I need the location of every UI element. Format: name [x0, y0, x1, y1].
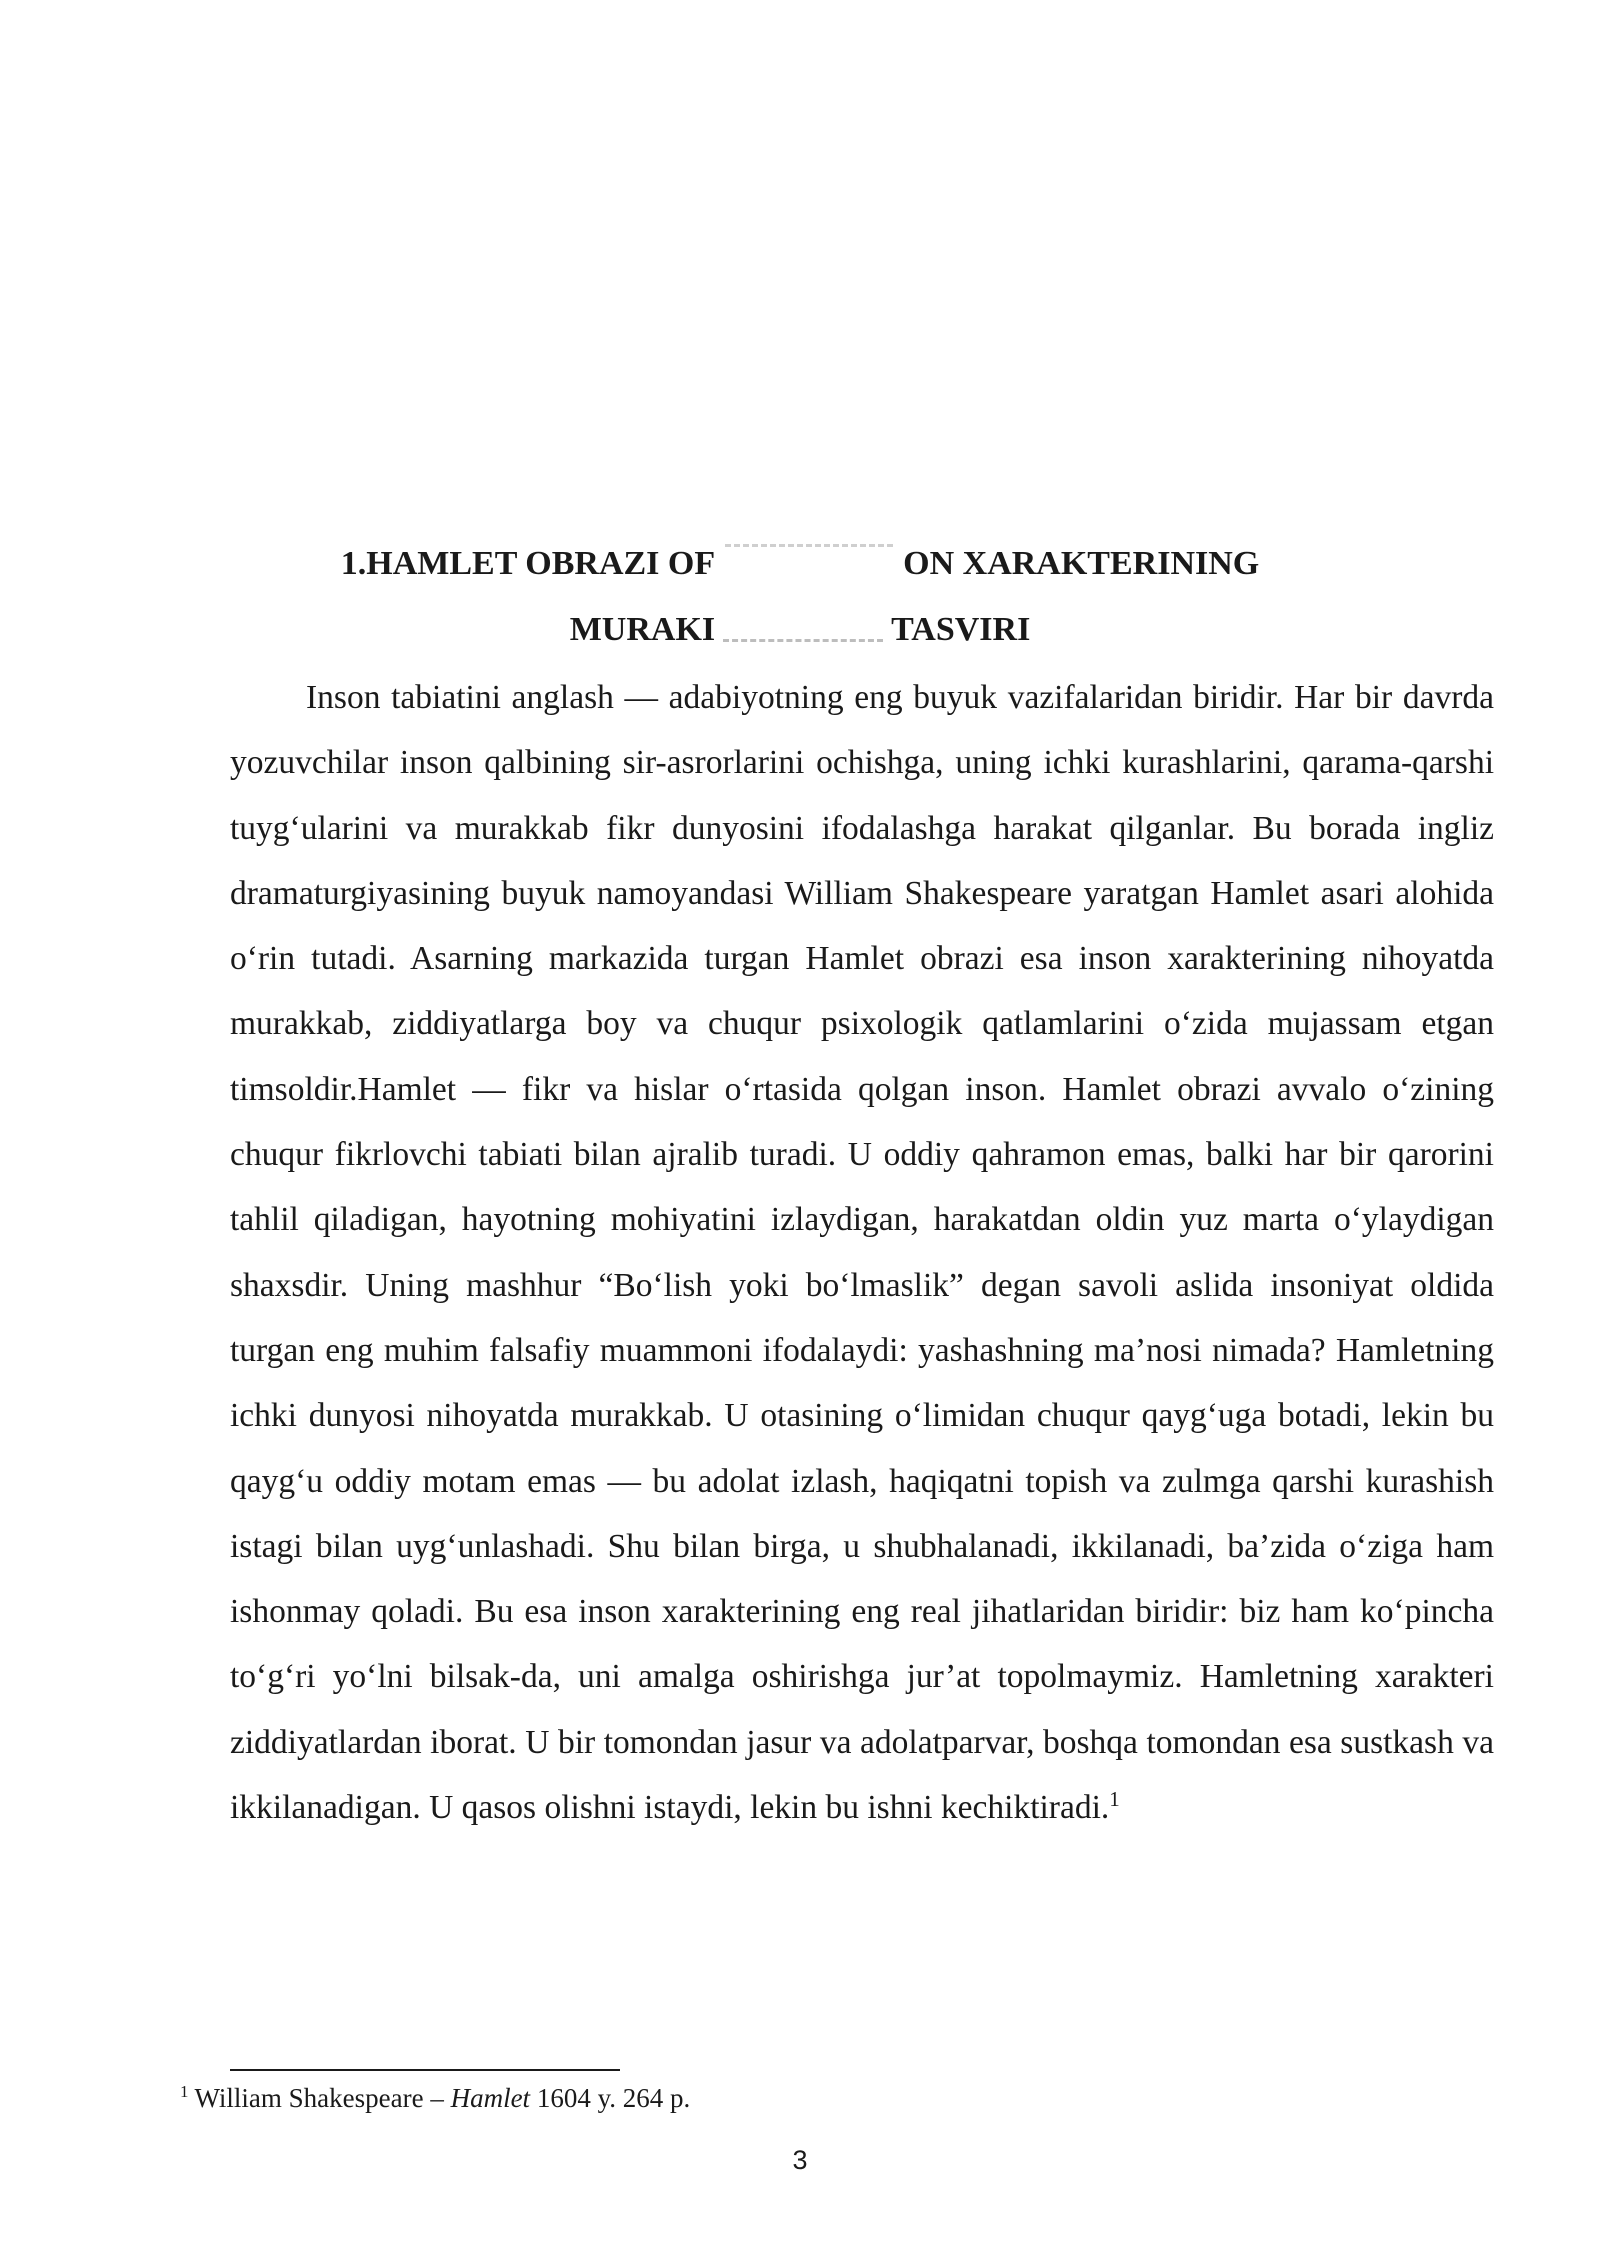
chapter-title-line-1 [0, 544, 1600, 584]
footnote-author: William Shakespeare – [194, 2083, 444, 2113]
obscured-text-region [715, 544, 903, 578]
chapter-title-part: ON XARAKTERINING [903, 545, 1260, 582]
chapter-title-line-2 [0, 610, 1600, 650]
footnote-number: 1 [180, 2082, 189, 2101]
footnote [180, 2080, 690, 2116]
obscured-text-region [715, 610, 891, 644]
chapter-title-part: 1.HAMLET OBRAZI OF [340, 545, 716, 582]
body-paragraph [230, 665, 1494, 1840]
footnote-separator [230, 2069, 620, 2071]
paragraph-text: Inson tabiatini anglash — adabiyotning eng buyuk vazifalaridan biridir. Har bir davrda yozuvchilar inson qalbining sir-asrorlarini ochishga, uning ichki kurashlarini, qarama-qarshi tuyg‘ularini va murakkab fikr dunyosini ifodalashga harakat qilganlar. Bu borada ingliz dramaturgiyasining buyuk namoyandasi William Shakespeare yaratgan Hamlet asari alohida o‘rin tutadi. Asarning markazida turgan Hamlet obrazi esa inson xarakterining nihoyatda murakkab, ziddiyatlarga boy va chuqur psixologik qatlamlarini o‘zida mujassam etgan timsoldir.Hamlet — fikr va hislar o‘rtasida qolgan inson. Hamlet obrazi avvalo o‘zining chuqur fikrlovchi tabiati bilan ajralib turadi. U oddiy qahramon emas, balki har bir qarorini tahlil qiladigan, hayotning mohiyatini izlaydigan, harakatdan oldin yuz marta o‘ylaydigan shaxsdir. Uning mashhur “Bo‘lish yoki bo‘lmaslik” degan savoli aslida insoniyat oldida turgan eng muhim falsafiy muammoni ifodalaydi: yashashning ma’nosi nimada? Hamletning ichki dunyosi nihoyatda murakkab. U otasining o‘limidan chuqur qayg‘uga botadi, lekin bu qayg‘u oddiy motam emas — bu adolat izlash, haqiqatni topish va zulmga qarshi kurashish istagi bilan uyg‘unlashadi. Shu bilan birga, u shubhalanadi, ikkilanadi, ba’zida o‘ziga ham ishonmay qoladi. Bu esa inson xarakterining eng real jihatlaridan biridir: biz ham ko‘pincha to‘g‘ri yo‘lni bilsak-da, uni amalga oshirishga jur’at topolmaymiz. Hamletning xarakteri ziddiyatlardan iborat. U bir tomondan jasur va adolatparvar, boshqa tomondan esa sustkash va ikkilanadigan. U qasos olishni istaydi, lekin bu ishni kechiktiradi. [230, 679, 1494, 1827]
footnote-details: 1604 y. 264 p. [536, 2083, 691, 2113]
chapter-title-part: MURAKI [569, 611, 716, 648]
footnote-title: Hamlet [450, 2083, 531, 2113]
chapter-title-part: TASVIRI [891, 611, 1031, 648]
page-number: 3 [792, 2145, 808, 2175]
footnote-reference[interactable]: 1 [1109, 1786, 1120, 1811]
